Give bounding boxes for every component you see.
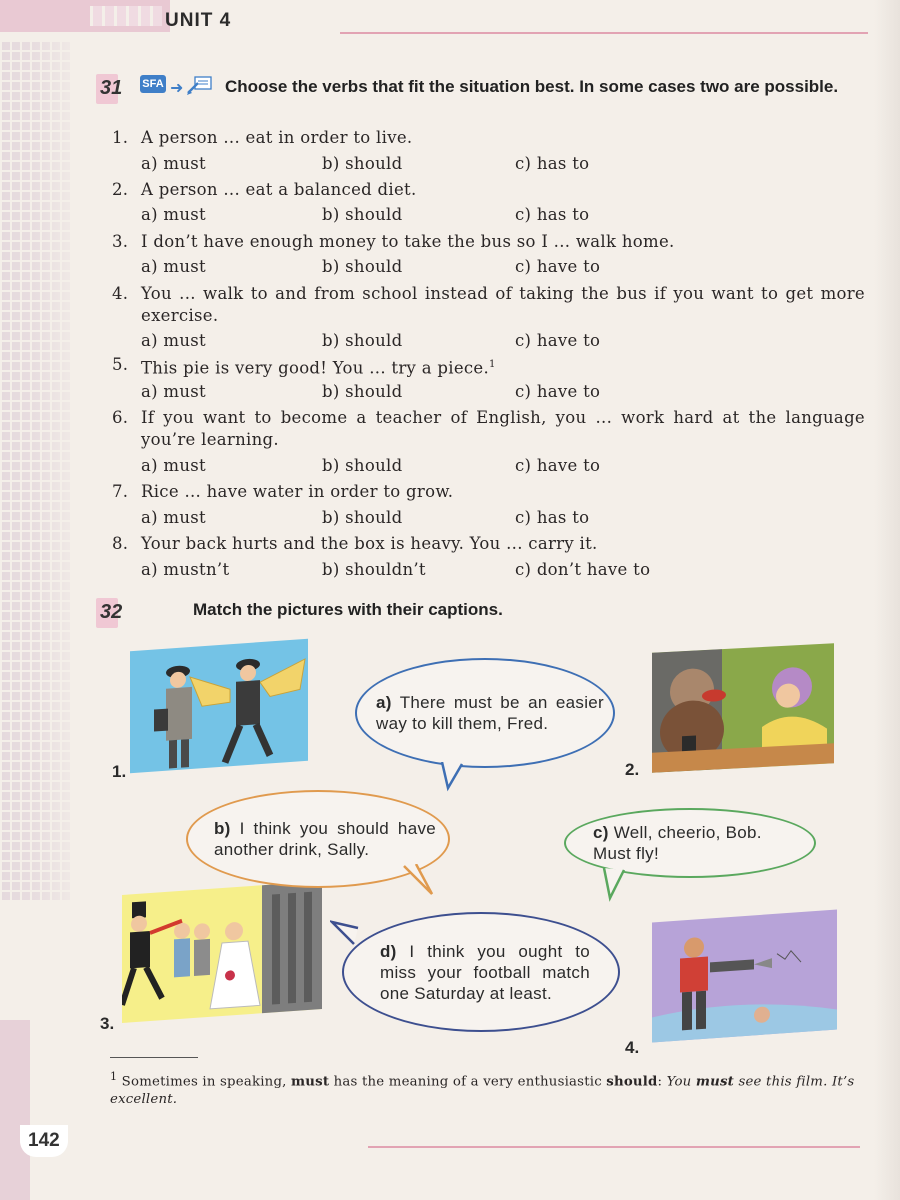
option-a: a) must xyxy=(141,508,206,527)
sfa-badge: SFA xyxy=(140,75,166,93)
caption-a-letter: a) xyxy=(376,693,392,712)
caption-d xyxy=(380,941,590,1004)
footnote-must: must xyxy=(291,1074,330,1090)
question-text-content: Rice ... have water in order to grow. xyxy=(141,482,454,501)
picture-1-label: 1. xyxy=(112,762,127,781)
option-b: b) should xyxy=(322,154,403,173)
header-rule xyxy=(340,32,868,34)
exercise-31-number: 31 xyxy=(100,77,123,99)
writing-icon xyxy=(186,74,212,96)
footnote-example: see this film. It’s excellent. xyxy=(110,1074,855,1108)
question-text-content: This pie is very good! You ... try a piece. xyxy=(141,358,490,378)
exercise-32-instruction: Match the pictures with their captions. xyxy=(193,600,503,619)
question-text xyxy=(141,231,865,253)
picture-2 xyxy=(652,643,834,773)
option-a: a) must xyxy=(141,257,206,276)
arrow-icon: ➜ xyxy=(170,78,184,97)
caption-b-tail xyxy=(402,864,442,900)
question-text-content: I don’t have enough money to take the bus so I ... walk home. xyxy=(141,232,675,251)
option-c: c) have to xyxy=(515,331,601,350)
question-number: 3. xyxy=(112,232,129,251)
caption-a xyxy=(376,692,604,734)
caption-a-bubble xyxy=(355,658,615,768)
footnote-text: Sometimes in speaking, xyxy=(117,1074,292,1090)
footnote-example-must: must xyxy=(695,1074,735,1090)
question-text-content: A person ... eat in order to live. xyxy=(141,128,413,147)
option-b: b) should xyxy=(322,257,403,276)
caption-b-letter: b) xyxy=(214,819,231,838)
question-text-content: Your back hurts and the box is heavy. You ... carry it. xyxy=(141,534,598,553)
option-a: a) must xyxy=(141,456,206,475)
question-number: 8. xyxy=(112,534,129,553)
corner-pattern xyxy=(90,6,162,26)
question-text xyxy=(141,354,865,380)
option-c: c) have to xyxy=(515,257,601,276)
question-text xyxy=(141,179,865,201)
option-b: b) should xyxy=(322,508,403,527)
caption-d-letter: d) xyxy=(380,941,397,961)
caption-c-tail xyxy=(600,868,636,902)
footnote-text: : xyxy=(657,1074,667,1090)
footnote-should: should xyxy=(606,1074,658,1090)
option-c: c) has to xyxy=(515,205,590,224)
caption-d-bubble xyxy=(342,912,620,1032)
option-c: c) have to xyxy=(515,382,601,401)
footnote-marker: 1 xyxy=(110,1070,118,1083)
option-c: c) have to xyxy=(515,456,601,475)
option-b: b) should xyxy=(322,205,403,224)
question-text-content: You ... walk to and from school instead of taking the bus if you want to get more exercise. xyxy=(141,284,865,325)
page-edge xyxy=(874,0,900,1200)
footnote-example: You xyxy=(666,1074,696,1090)
option-c: c) has to xyxy=(515,508,590,527)
option-a: a) must xyxy=(141,205,206,224)
option-c: c) has to xyxy=(515,154,590,173)
caption-b-text: I think you should have another drink, Sally. xyxy=(214,819,436,859)
question-text xyxy=(141,481,865,503)
question-number: 4. xyxy=(112,284,129,303)
question-text xyxy=(141,127,865,149)
caption-a-text: There must be an easier way to kill them, Fred. xyxy=(376,693,604,733)
option-b: b) should xyxy=(322,456,403,475)
caption-c-text: Well, cheerio, Bob. Must fly! xyxy=(593,823,762,863)
footnote-text: has the meaning of a very enthusiastic xyxy=(329,1074,607,1090)
caption-d-tail xyxy=(330,920,360,950)
question-text xyxy=(141,533,865,555)
caption-d-text: I think you ought to miss your football match one Saturday at least. xyxy=(380,941,590,1003)
unit-header: UNIT 4 xyxy=(165,10,232,31)
exercise-31-instruction: Choose the verbs that fit the situation best. In some cases two are possible. xyxy=(225,77,839,96)
question-text-content: A person ... eat a balanced diet. xyxy=(141,180,417,199)
option-a: a) must xyxy=(141,154,206,173)
question-number: 1. xyxy=(112,128,129,147)
picture-4 xyxy=(652,910,837,1043)
question-number: 2. xyxy=(112,180,129,199)
footnote xyxy=(110,1068,862,1109)
option-a: a) must xyxy=(141,382,206,401)
picture-2-label: 2. xyxy=(625,760,640,779)
footnote-reference: 1 xyxy=(489,359,496,370)
question-text xyxy=(141,283,865,327)
caption-a-tail xyxy=(440,762,480,792)
caption-c xyxy=(593,822,793,864)
margin-fade xyxy=(0,40,90,900)
picture-3 xyxy=(122,881,322,1023)
picture-4-label: 4. xyxy=(625,1038,640,1057)
page-number: 142 xyxy=(28,1130,60,1151)
option-b: b) shouldn’t xyxy=(322,560,426,579)
option-b: b) should xyxy=(322,382,403,401)
question-text-content: If you want to become a teacher of English, you ... work hard at the language you’re learning. xyxy=(141,408,865,449)
question-number: 5. xyxy=(112,355,129,374)
option-c: c) don’t have to xyxy=(515,560,651,579)
footnote-rule xyxy=(110,1057,198,1058)
option-a: a) mustn’t xyxy=(141,560,230,579)
caption-b xyxy=(214,818,436,860)
question-number: 6. xyxy=(112,408,129,427)
picture-3-label: 3. xyxy=(100,1014,115,1033)
footer-rule xyxy=(368,1146,860,1148)
option-b: b) should xyxy=(322,331,403,350)
option-a: a) must xyxy=(141,331,206,350)
exercise-32-number: 32 xyxy=(100,601,123,623)
picture-1 xyxy=(130,639,308,773)
caption-c-letter: c) xyxy=(593,823,609,842)
question-number: 7. xyxy=(112,482,129,501)
question-text xyxy=(141,407,865,451)
bottom-margin-decoration xyxy=(0,1020,30,1200)
